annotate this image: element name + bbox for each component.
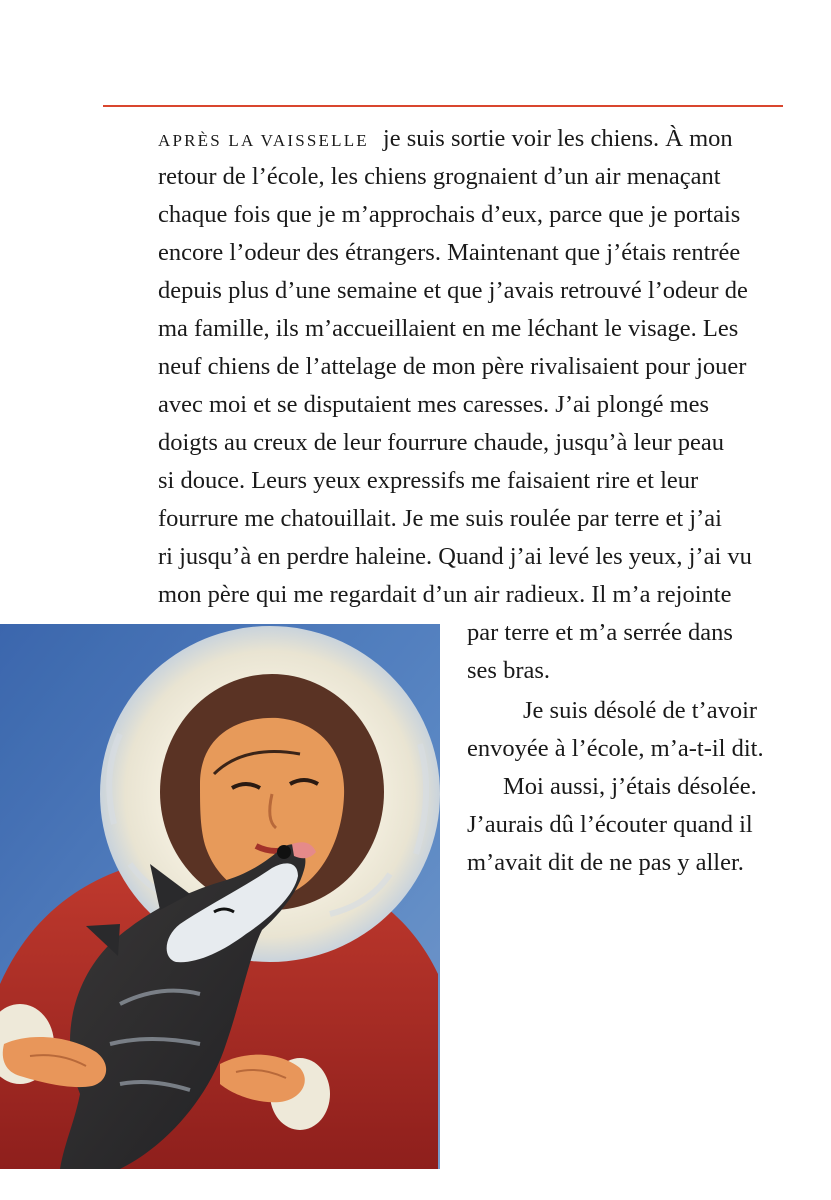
illustration-svg: [0, 624, 460, 1169]
dialogue-line: envoyée à l’école, m’a-t-il dit.: [467, 735, 764, 762]
text-line: chaque fois que je m’approchais d’eux, parce que je portais: [158, 201, 741, 228]
lead-smallcaps: APRÈS LA VAISSELLE: [158, 131, 369, 150]
dialogue-line: Moi aussi, j’étais désolée.: [503, 773, 757, 800]
text-line: mon père qui me regardait d’un air radieux. Il m’a rejointe: [158, 581, 732, 608]
text-line: APRÈS LA VAISSELLE je suis sortie voir les chiens. À mon: [158, 125, 733, 152]
text-line: ma famille, ils m’accueillaient en me léchant le visage. Les: [158, 315, 739, 342]
text-line: fourrure me chatouillait. Je me suis roulée par terre et j’ai: [158, 505, 722, 532]
text-line: par terre et m’a serrée dans: [467, 619, 733, 646]
text-line: si douce. Leurs yeux expressifs me faisaient rire et leur: [158, 467, 699, 494]
text-line: encore l’odeur des étrangers. Maintenant que j’étais rentrée: [158, 239, 741, 266]
text-line: doigts au creux de leur fourrure chaude, jusqu’à leur peau: [158, 429, 724, 456]
text-line: neuf chiens de l’attelage de mon père rivalisaient pour jouer: [158, 353, 747, 380]
illustration-girl-with-husky: [0, 624, 460, 1169]
husky-nose: [277, 845, 291, 859]
text-line: depuis plus d’une semaine et que j’avais retrouvé l’odeur de: [158, 277, 748, 304]
dialogue-line: Je suis désolé de t’avoir: [523, 697, 758, 724]
text-line: ri jusqu’à en perdre haleine. Quand j’ai levé les yeux, j’ai vu: [158, 543, 752, 570]
dialogue-line: m’avait dit de ne pas y aller.: [467, 849, 744, 876]
header-rule: [103, 105, 783, 107]
text-line: avec moi et se disputaient mes caresses. J’ai plongé mes: [158, 391, 710, 418]
text-line: ses bras.: [467, 657, 551, 684]
dialogue-line: J’aurais dû l’écouter quand il: [467, 811, 753, 838]
text-line: retour de l’école, les chiens grognaient d’un air menaçant: [158, 163, 721, 190]
